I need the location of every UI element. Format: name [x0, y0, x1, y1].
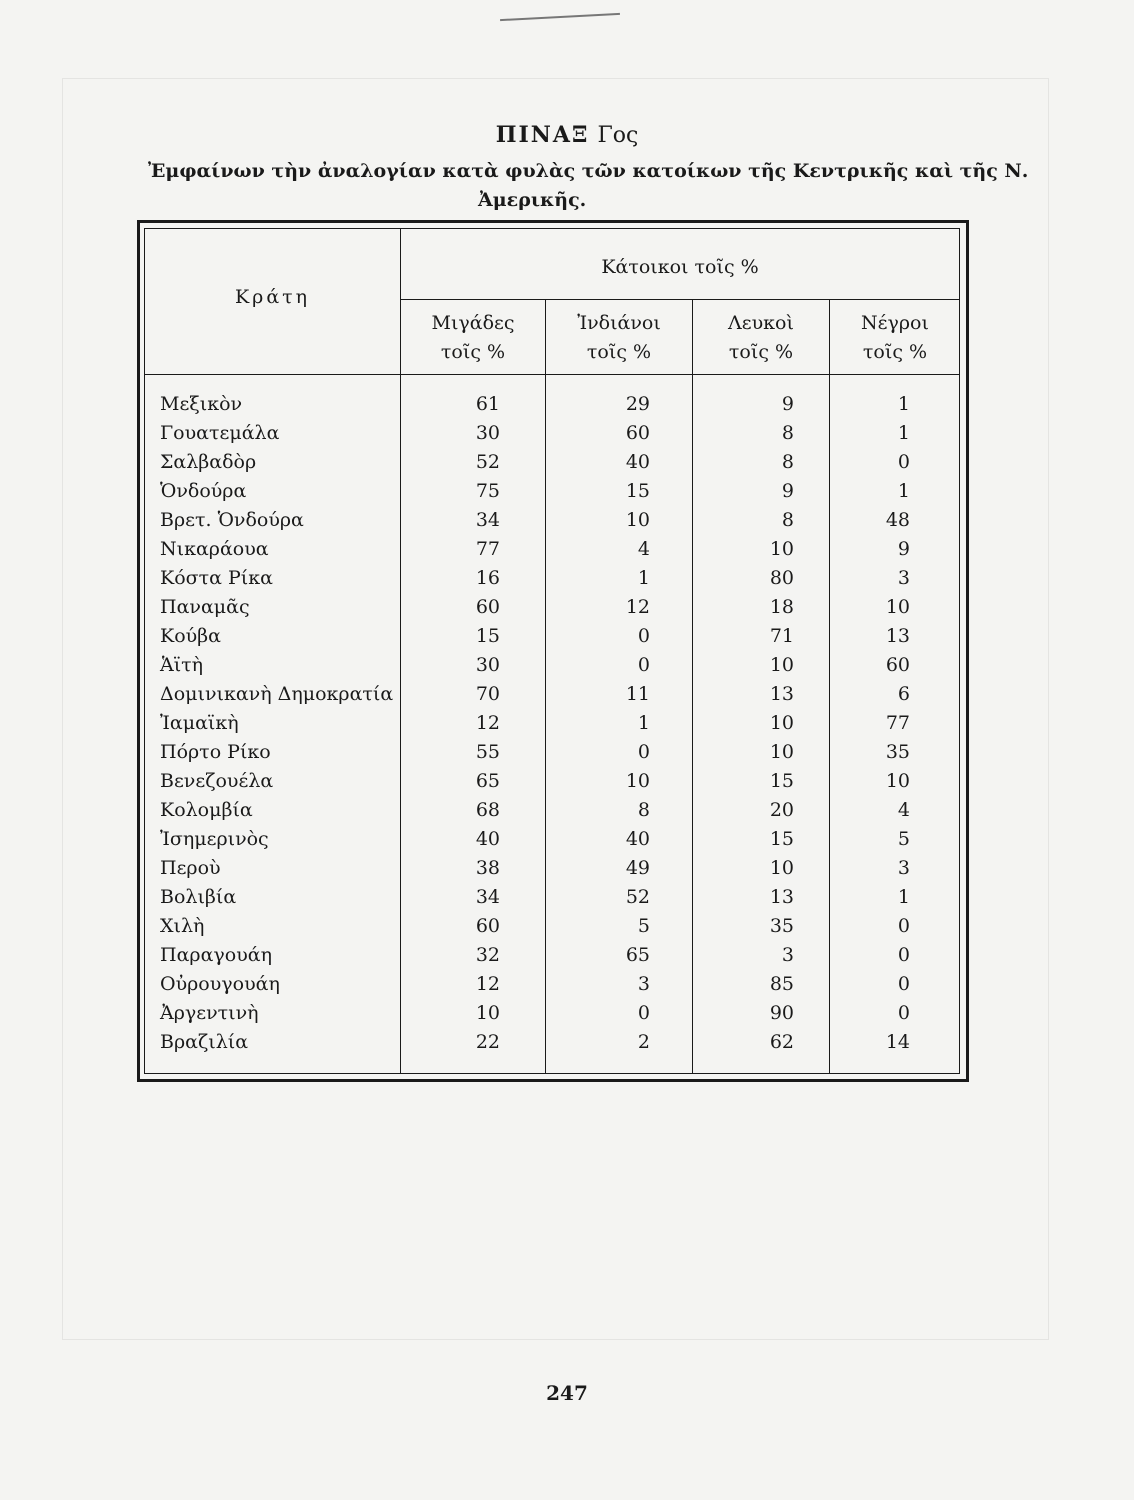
state-name: Ἀργεντινὴ	[160, 1002, 259, 1024]
indians-value: 52	[625, 886, 650, 908]
divider-group-header	[400, 299, 960, 300]
mestizos-value: 40	[475, 828, 500, 850]
state-name: Ἰαμαϊκὴ	[160, 712, 239, 734]
mestizos-value: 32	[475, 944, 500, 966]
mestizos-value: 65	[475, 770, 500, 792]
mestizos-value: 38	[475, 857, 500, 879]
table-row	[0, 593, 1134, 622]
title-main: ΠΙΝΑΞ	[495, 122, 590, 148]
state-name: Κούβα	[160, 625, 221, 647]
blacks-value: 77	[885, 712, 910, 734]
whites-value: 15	[769, 828, 794, 850]
state-name: Χιλὴ	[160, 915, 205, 937]
table-row	[0, 622, 1134, 651]
indians-value: 5	[637, 915, 650, 937]
table-row	[0, 651, 1134, 680]
whites-value: 10	[769, 741, 794, 763]
table-row	[0, 709, 1134, 738]
state-name: Μεξικὸν	[160, 393, 243, 415]
state-name: Ὁνδούρα	[160, 480, 247, 502]
whites-value: 35	[769, 915, 794, 937]
blacks-value: 4	[897, 799, 910, 821]
state-name: Δομινικανὴ Δημοκρατία	[160, 683, 394, 705]
mestizos-value: 75	[475, 480, 500, 502]
header-whites: Λευκοὶ τοῖς %	[728, 312, 794, 363]
whites-value: 10	[769, 654, 794, 676]
whites-value: 62	[769, 1031, 794, 1053]
header-blacks: Νέγροι τοῖς %	[861, 312, 929, 363]
table-row	[0, 796, 1134, 825]
indians-value: 1	[637, 712, 650, 734]
blacks-value: 0	[897, 451, 910, 473]
table-row	[0, 1028, 1134, 1057]
mestizos-value: 68	[475, 799, 500, 821]
indians-value: 2	[637, 1031, 650, 1053]
blacks-value: 1	[897, 393, 910, 415]
table-row	[0, 680, 1134, 709]
mestizos-value: 30	[475, 654, 500, 676]
header-inhabitants: Κάτοικοι τοῖς %	[601, 256, 759, 278]
state-name: Περοὺ	[160, 857, 221, 879]
state-name: Βολιβία	[160, 886, 237, 908]
table-row	[0, 477, 1134, 506]
blacks-value: 14	[885, 1031, 910, 1053]
state-name: Παραγουάη	[160, 944, 272, 966]
header-indians: Ἰνδιάνοι τοῖς %	[577, 312, 661, 363]
indians-value: 12	[625, 596, 650, 618]
mestizos-value: 34	[475, 886, 500, 908]
state-name: Ἁϊτὴ	[160, 654, 204, 676]
indians-value: 49	[625, 857, 650, 879]
whites-value: 8	[781, 451, 794, 473]
table-row	[0, 506, 1134, 535]
table-row	[0, 535, 1134, 564]
state-name: Νικαράουα	[160, 538, 269, 560]
state-name: Βραζιλία	[160, 1031, 249, 1053]
table-row	[0, 419, 1134, 448]
indians-value: 10	[625, 770, 650, 792]
blacks-value: 0	[897, 944, 910, 966]
state-name: Σαλβαδὸρ	[160, 451, 257, 473]
blacks-value: 60	[885, 654, 910, 676]
blacks-value: 0	[897, 915, 910, 937]
whites-value: 13	[769, 683, 794, 705]
indians-value: 1	[637, 567, 650, 589]
whites-value: 10	[769, 857, 794, 879]
state-name: Παναμᾶς	[160, 596, 250, 618]
whites-value: 20	[769, 799, 794, 821]
indians-value: 8	[637, 799, 650, 821]
whites-value: 3	[781, 944, 794, 966]
indians-value: 40	[625, 828, 650, 850]
blacks-value: 5	[897, 828, 910, 850]
state-name: Γουατεμάλα	[160, 422, 280, 444]
indians-value: 10	[625, 509, 650, 531]
table-subtitle-line2: Ἀμερικῆς.	[478, 189, 587, 211]
blacks-value: 1	[897, 480, 910, 502]
whites-value: 8	[781, 422, 794, 444]
table-row	[0, 912, 1134, 941]
whites-value: 80	[769, 567, 794, 589]
indians-value: 15	[625, 480, 650, 502]
table-row	[0, 738, 1134, 767]
mestizos-value: 30	[475, 422, 500, 444]
table-row	[0, 564, 1134, 593]
blacks-value: 3	[897, 567, 910, 589]
blacks-value: 6	[897, 683, 910, 705]
title-suffix: Γος	[597, 123, 639, 148]
indians-value: 3	[637, 973, 650, 995]
state-name: Οὐρουγουάη	[160, 973, 280, 995]
blacks-value: 13	[885, 625, 910, 647]
mestizos-value: 12	[475, 712, 500, 734]
whites-value: 15	[769, 770, 794, 792]
table-row	[0, 825, 1134, 854]
indians-value: 65	[625, 944, 650, 966]
indians-value: 60	[625, 422, 650, 444]
table-row	[0, 448, 1134, 477]
mestizos-value: 52	[475, 451, 500, 473]
blacks-value: 0	[897, 1002, 910, 1024]
table-row	[0, 970, 1134, 999]
indians-value: 0	[637, 625, 650, 647]
state-name: Βενεζουέλα	[160, 770, 274, 792]
blacks-value: 48	[885, 509, 910, 531]
whites-value: 90	[769, 1002, 794, 1024]
divider-header	[144, 374, 960, 375]
whites-value: 9	[781, 480, 794, 502]
mestizos-value: 61	[475, 393, 500, 415]
blacks-value: 3	[897, 857, 910, 879]
blacks-value: 1	[897, 886, 910, 908]
blacks-value: 0	[897, 973, 910, 995]
indians-value: 29	[625, 393, 650, 415]
top-rule	[500, 13, 620, 21]
table-row	[0, 941, 1134, 970]
table-title	[0, 122, 1134, 148]
mestizos-value: 12	[475, 973, 500, 995]
blacks-value: 9	[897, 538, 910, 560]
indians-value: 0	[637, 1002, 650, 1024]
indians-value: 4	[637, 538, 650, 560]
mestizos-value: 60	[475, 596, 500, 618]
mestizos-value: 22	[475, 1031, 500, 1053]
table-row	[0, 767, 1134, 796]
header-states: Κράτη	[234, 286, 311, 308]
table-subtitle-line1: Ἐμφαίνων τὴν ἀναλογίαν κατὰ φυλὰς τῶν κατοίκων τῆς Κεντρικῆς καὶ τῆς Ν.	[148, 160, 1029, 182]
whites-value: 9	[781, 393, 794, 415]
mestizos-value: 55	[475, 741, 500, 763]
mestizos-value: 10	[475, 1002, 500, 1024]
whites-value: 13	[769, 886, 794, 908]
mestizos-value: 34	[475, 509, 500, 531]
whites-value: 10	[769, 712, 794, 734]
indians-value: 11	[625, 683, 650, 705]
whites-value: 18	[769, 596, 794, 618]
state-name: Πόρτο Ρίκο	[160, 741, 271, 763]
blacks-value: 1	[897, 422, 910, 444]
whites-value: 85	[769, 973, 794, 995]
header-mestizos: Μιγάδες τοῖς %	[431, 312, 515, 363]
whites-value: 71	[769, 625, 794, 647]
mestizos-value: 70	[475, 683, 500, 705]
state-name: Ἰσημερινὸς	[160, 828, 269, 850]
indians-value: 0	[637, 654, 650, 676]
mestizos-value: 60	[475, 915, 500, 937]
state-name: Κόστα Ρίκα	[160, 567, 273, 589]
table-row	[0, 883, 1134, 912]
whites-value: 10	[769, 538, 794, 560]
blacks-value: 10	[885, 596, 910, 618]
indians-value: 40	[625, 451, 650, 473]
page-number: 247	[546, 1381, 588, 1405]
state-name: Βρετ. Ὁνδούρα	[160, 509, 304, 531]
mestizos-value: 77	[475, 538, 500, 560]
blacks-value: 10	[885, 770, 910, 792]
state-name: Κολομβία	[160, 799, 253, 821]
table-row	[0, 854, 1134, 883]
table-row	[0, 390, 1134, 419]
mestizos-value: 15	[475, 625, 500, 647]
indians-value: 0	[637, 741, 650, 763]
blacks-value: 35	[885, 741, 910, 763]
mestizos-value: 16	[475, 567, 500, 589]
whites-value: 8	[781, 509, 794, 531]
table-row	[0, 999, 1134, 1028]
